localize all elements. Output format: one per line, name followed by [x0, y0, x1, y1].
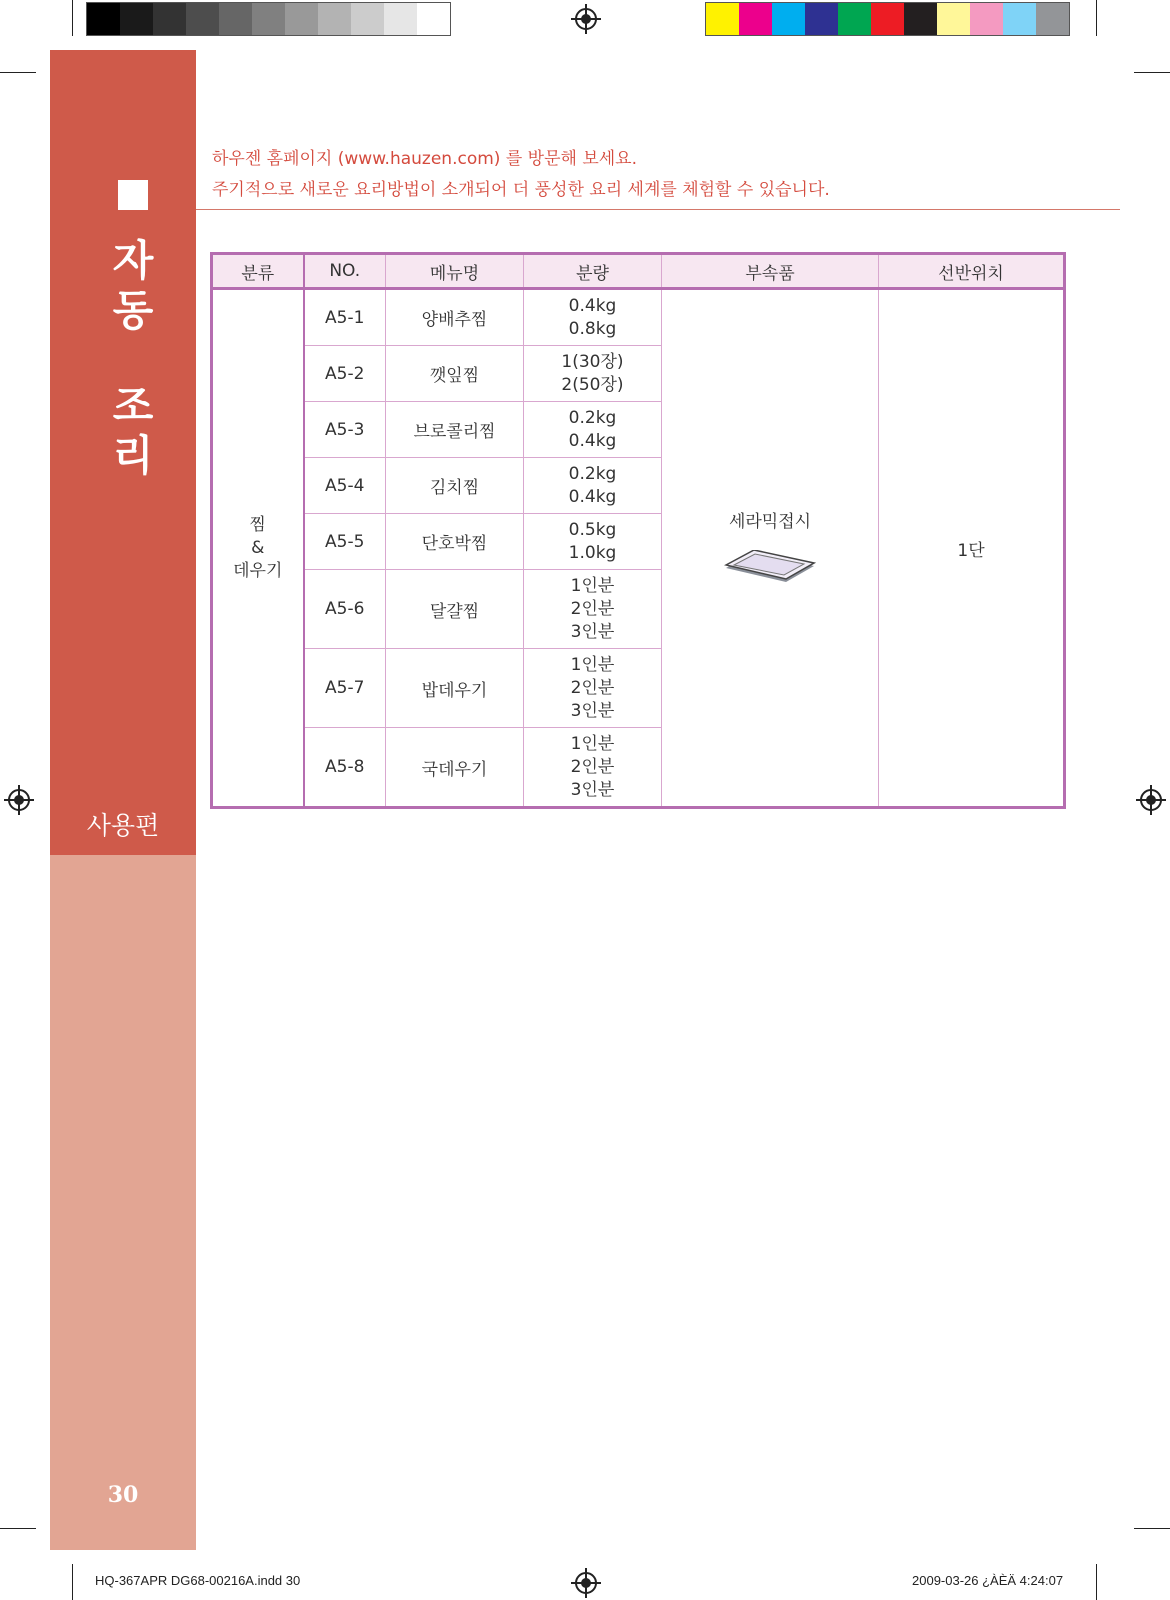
- swatch: [937, 3, 970, 35]
- menu-number-cell: A5-6: [304, 570, 386, 649]
- quantity-cell: 0.2kg 0.4kg: [524, 402, 662, 458]
- menu-number-cell: A5-7: [304, 649, 386, 728]
- color-bar: [705, 2, 1070, 36]
- registration-mark-icon: [8, 789, 30, 811]
- crop-mark: [1096, 0, 1097, 36]
- intro-line: 하우젠 홈페이지 (www.hauzen.com) 를 방문해 보세요.: [212, 149, 637, 169]
- swatch: [285, 3, 318, 35]
- swatch: [186, 3, 219, 35]
- menu-name-cell: 깻잎찜: [386, 346, 524, 402]
- chapter-title: [108, 236, 158, 481]
- swatch: [739, 3, 772, 35]
- chapter-title-char: 조: [112, 381, 154, 430]
- quantity-cell: 0.4kg 0.8kg: [524, 289, 662, 346]
- column-header: 분량: [524, 254, 662, 289]
- swatch: [384, 3, 417, 35]
- registration-mark-icon: [1140, 789, 1162, 811]
- footer-timestamp: 2009-03-26 ¿ÀÈÄ 4:24:07: [912, 1573, 1064, 1588]
- crop-mark: [0, 1528, 36, 1529]
- swatch: [706, 3, 739, 35]
- chapter-title-char: 리: [112, 431, 154, 480]
- swatch: [351, 3, 384, 35]
- category-cell: 찜 & 데우기: [212, 289, 304, 808]
- column-header: 선반위치: [879, 254, 1065, 289]
- quantity-cell: 1인분 2인분 3인분: [524, 570, 662, 649]
- swatch: [1003, 3, 1036, 35]
- menu-name-cell: 브로콜리찜: [386, 402, 524, 458]
- accessory-label: 세라믹접시: [728, 512, 812, 532]
- registration-mark-icon: [575, 1572, 597, 1594]
- menu-number-cell: A5-1: [304, 289, 386, 346]
- registration-mark-icon: [575, 8, 597, 30]
- intro-text: [212, 144, 830, 206]
- crop-mark: [72, 0, 73, 36]
- divider: [196, 209, 1120, 210]
- menu-number-cell: A5-2: [304, 346, 386, 402]
- table-row: [212, 289, 1065, 346]
- swatch: [1036, 3, 1069, 35]
- menu-name-cell: 김치찜: [386, 458, 524, 514]
- quantity-cell: 1인분 2인분 3인분: [524, 728, 662, 808]
- menu-number-cell: A5-3: [304, 402, 386, 458]
- chapter-title-char: 자: [112, 236, 154, 285]
- swatch: [838, 3, 871, 35]
- crop-mark: [1134, 72, 1170, 73]
- swatch: [252, 3, 285, 35]
- ceramic-plate-icon: [724, 550, 816, 589]
- swatch: [219, 3, 252, 35]
- column-header: NO.: [304, 254, 386, 289]
- quantity-cell: 0.5kg 1.0kg: [524, 514, 662, 570]
- chapter-title-char: 동: [112, 286, 154, 335]
- grayscale-bar: [86, 2, 451, 36]
- swatch: [904, 3, 937, 35]
- menu-name-cell: 단호박찜: [386, 514, 524, 570]
- shelf-position-cell: 1단: [879, 289, 1065, 808]
- sidebar-band-bottom: [50, 855, 196, 1550]
- column-header: 메뉴명: [386, 254, 524, 289]
- column-header: 부속품: [662, 254, 879, 289]
- swatch: [318, 3, 351, 35]
- swatch: [120, 3, 153, 35]
- menu-name-cell: 국데우기: [386, 728, 524, 808]
- crop-mark: [72, 1564, 73, 1600]
- menu-name-cell: 달걀찜: [386, 570, 524, 649]
- cooking-menu-table: [210, 252, 1066, 809]
- swatch: [805, 3, 838, 35]
- quantity-cell: 0.2kg 0.4kg: [524, 458, 662, 514]
- section-label: 사용편: [86, 811, 160, 840]
- table-header-row: [212, 254, 1065, 289]
- crop-mark: [1134, 1528, 1170, 1529]
- swatch: [970, 3, 1003, 35]
- quantity-cell: 1인분 2인분 3인분: [524, 649, 662, 728]
- footer-file-info: HQ-367APR DG68-00216A.indd 30: [95, 1573, 301, 1588]
- quantity-cell: 1(30장) 2(50장): [524, 346, 662, 402]
- crop-mark: [1096, 1564, 1097, 1600]
- crop-mark: [0, 72, 36, 73]
- intro-line: 주기적으로 새로운 요리방법이 소개되어 더 풍성한 요리 세계를 체험할 수 있습니다.: [212, 180, 830, 200]
- swatch: [87, 3, 120, 35]
- cooking-table-container: [210, 252, 1066, 809]
- square-bullet-icon: [118, 180, 148, 210]
- menu-number-cell: A5-5: [304, 514, 386, 570]
- swatch: [871, 3, 904, 35]
- menu-number-cell: A5-4: [304, 458, 386, 514]
- menu-number-cell: A5-8: [304, 728, 386, 808]
- swatch: [417, 3, 450, 35]
- menu-name-cell: 밥데우기: [386, 649, 524, 728]
- swatch: [153, 3, 186, 35]
- column-header: 분류: [212, 254, 304, 289]
- menu-name-cell: 양배추찜: [386, 289, 524, 346]
- accessory-cell: [662, 289, 879, 808]
- swatch: [772, 3, 805, 35]
- page-number: 30: [107, 1482, 139, 1508]
